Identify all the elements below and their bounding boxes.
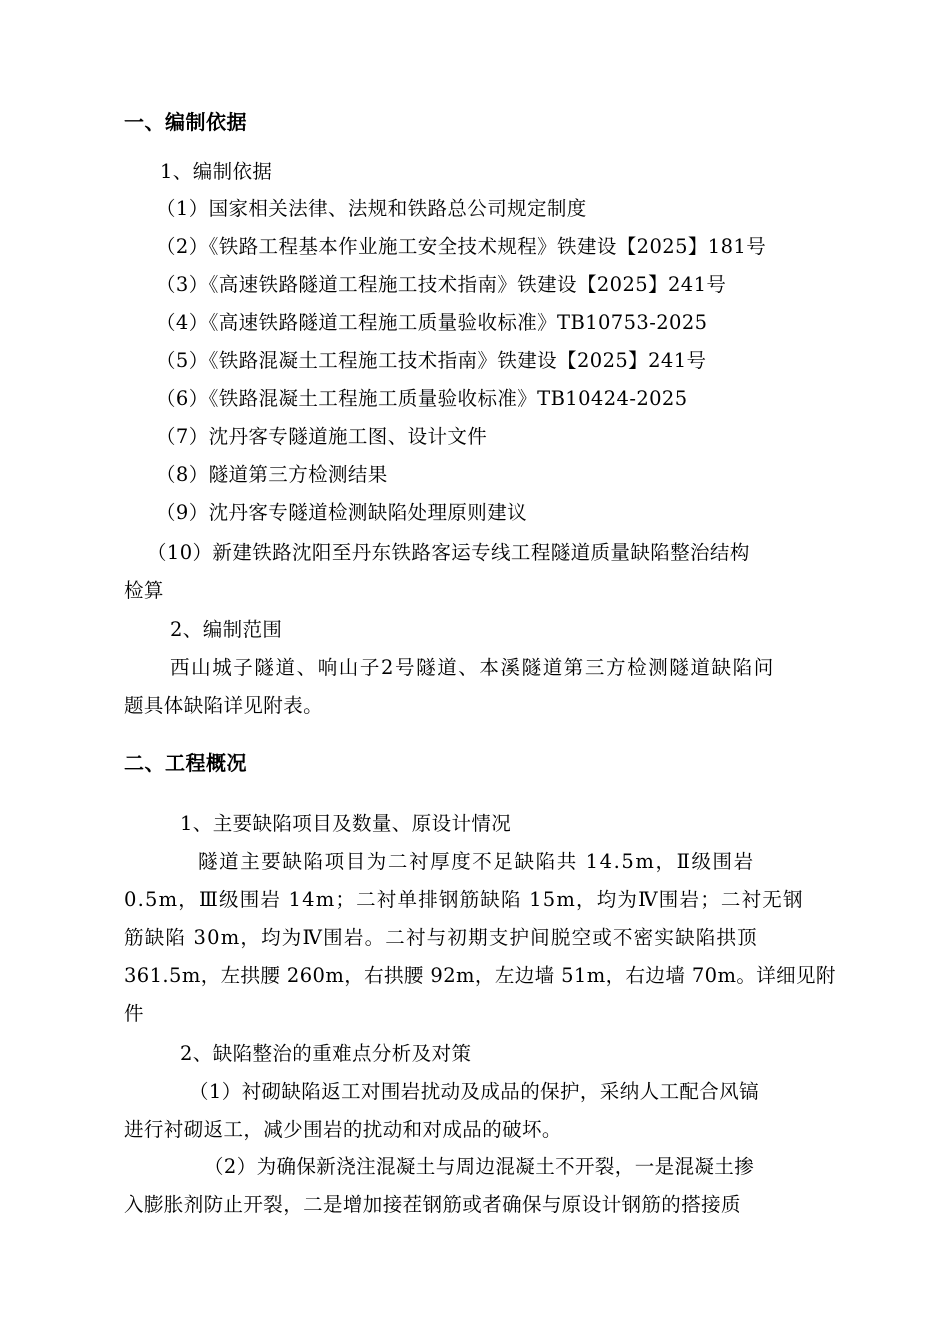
basis-item-5: （5）《铁路混凝土工程施工技术指南》铁建设【2025】241号: [156, 349, 707, 372]
defects-para-line5: 件: [124, 1002, 144, 1025]
basis-item-10-line1: （10）新建铁路沈阳至丹东铁路客运专线工程隧道质量缺陷整治结构: [147, 541, 750, 564]
difficulty-point1-line1: （1）衬砌缺陷返工对围岩扰动及成品的保护，采纳人工配合风镐: [189, 1080, 760, 1103]
basis-item-7: （7）沈丹客专隧道施工图、设计文件: [156, 425, 488, 448]
difficulty-point2-line1: （2）为确保新浇注混凝土与周边混凝土不开裂，一是混凝土掺: [204, 1155, 755, 1178]
difficulty-point1-line2: 进行衬砌返工，减少围岩的扰动和对成品的破坏。: [124, 1118, 562, 1141]
subsection-title-defects: 1、主要缺陷项目及数量、原设计情况: [180, 812, 512, 835]
section-heading-basis: 一、编制依据: [124, 110, 247, 134]
subsection-title-basis: 1、编制依据: [160, 160, 273, 183]
scope-text-line2: 题具体缺陷详见附表。: [124, 694, 324, 717]
subsection-title-difficulties: 2、缺陷整治的重难点分析及对策: [180, 1042, 472, 1065]
defects-para-line2: 0.5m，Ⅲ级围岩 14m；二衬单排钢筋缺陷 15m，均为Ⅳ围岩；二衬无钢: [124, 888, 804, 911]
basis-item-3: （3）《高速铁路隧道工程施工技术指南》铁建设【2025】241号: [156, 273, 727, 296]
section-heading-overview: 二、工程概况: [124, 751, 247, 775]
defects-para-line1: 隧道主要缺陷项目为二衬厚度不足缺陷共 14.5m，Ⅱ级围岩: [198, 850, 755, 873]
defects-para-line4: 361.5m，左拱腰 260m，右拱腰 92m，左边墙 51m，右边墙 70m。详细见附: [124, 964, 836, 987]
basis-item-9: （9）沈丹客专隧道检测缺陷处理原则建议: [156, 501, 528, 524]
subsection-title-scope: 2、编制范围: [170, 618, 283, 641]
basis-item-2: （2）《铁路工程基本作业施工安全技术规程》铁建设【2025】181号: [156, 235, 767, 258]
basis-item-8: （8）隧道第三方检测结果: [156, 463, 388, 486]
basis-item-1: （1）国家相关法律、法规和铁路总公司规定制度: [156, 197, 587, 220]
difficulty-point2-line2: 入膨胀剂防止开裂，二是增加接茬钢筋或者确保与原设计钢筋的搭接质: [124, 1193, 741, 1216]
basis-item-4: （4）《高速铁路隧道工程施工质量验收标准》TB10753-2025: [156, 311, 708, 334]
basis-item-10-line2: 检算: [124, 579, 164, 602]
scope-text-line1: 西山城子隧道、响山子2号隧道、本溪隧道第三方检测隧道缺陷问: [170, 656, 775, 679]
defects-para-line3: 筋缺陷 30m，均为Ⅳ围岩。二衬与初期支护间脱空或不密实缺陷拱顶: [124, 926, 758, 949]
basis-item-6: （6）《铁路混凝土工程施工质量验收标准》TB10424-2025: [156, 387, 688, 410]
